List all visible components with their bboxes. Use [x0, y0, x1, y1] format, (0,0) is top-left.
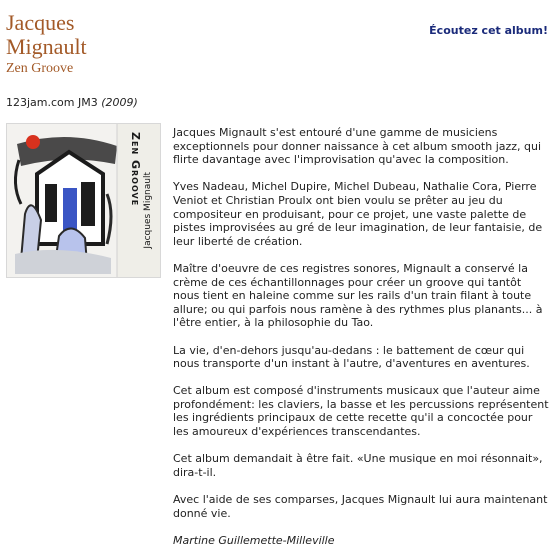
- cover-title-text: Zen Groove: [129, 132, 142, 207]
- album-title: Jacques Mignault: [6, 10, 87, 59]
- label-line: [6, 96, 138, 109]
- record-label: 123jam.com JM3: [6, 96, 98, 109]
- review-paragraph: Avec l'aide de ses comparses, Jacques Mignault lui aura maintenant donné vie.: [173, 493, 548, 520]
- review-author: Martine Guillemette-Milleville: [173, 533, 335, 547]
- review-paragraph: La vie, d'en-dehors jusqu'au-dedans : le battement de cœur qui nous transporte d'un instant à l'autre, d'aventures en aventures.: [173, 343, 530, 371]
- review-paragraph: Cet album est composé d'instruments musicaux que l'auteur aime profondément: les claviers, la basse et les percussions représentent les ingrédients principaux de cette recette qu'il a concoctée pour les amoureux d'expériences transcendantes.: [173, 384, 549, 439]
- review-text: [173, 126, 551, 547]
- review-paragraph: Maître d'oeuvre de ces registres sonores, Mignault a conservé la crème de ces échantillonnages pour créer un groove qui tantôt nous tient en haleine comme sur les rails d'un train filant à toute allure; ou qui parfois nous ramène à des rythmes plus planants... à l'être entier, à la philosophie du Tao.: [173, 261, 543, 330]
- album-cover: [6, 123, 161, 278]
- listen-album-link[interactable]: Écoutez cet album!: [429, 24, 548, 37]
- review-paragraph: Jacques Mignault s'est entouré d'une gamme de musiciens exceptionnels pour donner naissance à cet album smooth jazz, qui flirte davantage avec l'improvisation qu'avec la composition.: [173, 126, 542, 167]
- review-paragraph: Yves Nadeau, Michel Dupire, Michel Dubeau, Nathalie Cora, Pierre Veniot et Christian Proulx ont bien voulu se prêter au jeu du compositeur en produisant, pour ce projet, une vaste palette de pistes improvisées au gré de leur imagination, de leur fantaisie, de leur liberté de création.: [173, 180, 543, 248]
- release-year: (2009): [101, 96, 138, 109]
- review-paragraph: Cet album demandait à être fait. «Une musique en moi résonnait», dira-t-il.: [173, 452, 543, 479]
- cover-artist-text: Jacques Mignault: [143, 172, 153, 249]
- album-subtitle: Zen Groove: [6, 61, 74, 76]
- sun-icon: [26, 135, 40, 149]
